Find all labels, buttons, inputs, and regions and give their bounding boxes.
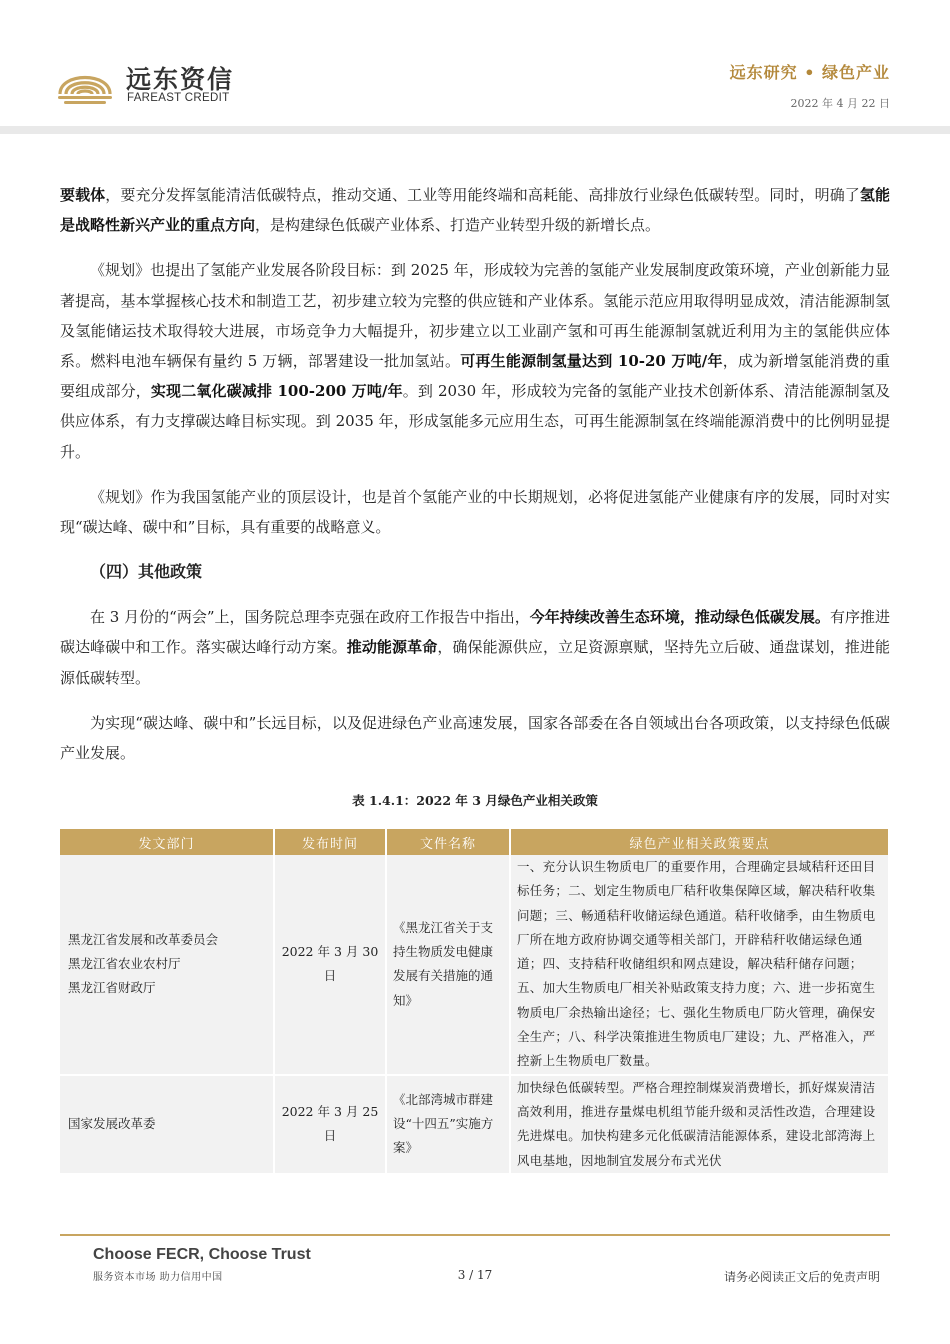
section-title: （四）其他政策 — [90, 562, 203, 582]
column-header: 文件名称 — [386, 829, 510, 855]
text: ，成为新增氢能消费的重要组成部分， — [60, 352, 890, 401]
report-category: 远东研究 • 绿色产业 — [729, 63, 890, 82]
text: 有序推进碳达峰碳中和工作。落实碳达峰行动方案。 — [60, 608, 890, 657]
column-header: 发文部门 — [60, 829, 274, 855]
bold-text: 推动能源革命 — [346, 638, 438, 657]
text: ，要充分发挥氢能清洁低碳特点，推动交通、工业等用能终端和高耗能、高排放行业绿色低碳转型。同时，明确了 — [105, 186, 860, 204]
footer-disclaimer: 请务必阅读正文后的免责声明 — [723, 1270, 880, 1284]
cell-date: 2022 年 3 月 25 日 — [274, 1075, 386, 1174]
fareast-logo-icon — [54, 58, 116, 108]
bold-text: 实现二氧化碳减排 100-200 万吨/年 — [150, 382, 403, 401]
paragraph-2 — [60, 255, 890, 466]
cell-doc: 《北部湾城市群建设“十四五”实施方案》 — [386, 1075, 510, 1174]
text: 。到 2030 年，形成较为完备的氢能产业技术创新体系、清洁能源制氢及供应体系，有力支撑碳达峰目标实现。到 2035 年，形成氢能多元应用生态，可再生能源制氢在终端能源消费中的比例明显提升。 — [60, 382, 890, 461]
logo-text-en: FAREAST CREDIT — [127, 92, 230, 104]
table-row — [60, 1075, 889, 1174]
bold-text: 要载体 — [60, 186, 106, 204]
cell-points: 一、充分认识生物质电厂的重要作用，合理确定县域秸秆还田目标任务；二、划定生物质电厂秸秆收集保障区域，解决秸秆收集问题；三、畅通秸秆收储运绿色通道。秸秆收储季，由生物质电厂所在地方政府协调交通等相关部门，开辟秸秆收储运绿色通道；四、支持秸秆收储组织和网点建设，解决秸秆储存问题；五、加大生物质电厂相关补贴政策支持力度；六、进一步拓宽生物质电厂余热输出途径；七、强化生物质电厂防火管理，确保安全生产；八、科学决策推进生物质电厂建设；九、严格准入，严控新上生物质电厂数量。 — [510, 855, 889, 1075]
footer-slogan: Choose FECR, Choose Trust — [93, 1246, 311, 1263]
report-date: 2022 年 4 月 22 日 — [790, 97, 890, 110]
logo-text-cn: 远东资信 — [126, 65, 235, 94]
header-divider — [0, 126, 950, 134]
bold-text: 氢能是战略性新兴产业的重点方向 — [60, 186, 890, 235]
paragraph-1 — [60, 180, 890, 240]
footer-subslogan: 服务资本市场 助力信用中国 — [93, 1272, 223, 1283]
text: ，确保能源供应，立足资源禀赋，坚持先立后破、通盘谋划，推进能源低碳转型。 — [60, 638, 890, 687]
table-row — [60, 855, 889, 1075]
text: 《规划》也提出了氢能产业发展各阶段目标：到 2025 年，形成较为完善的氢能产业发展制度政策环境，产业创新能力显著提高，基本掌握核心技术和制造工艺，初步建立较为完整的供应链和产业体系。氢能示范应用取得明显成效，清洁能源制氢及氢能储运技术取得较大进展，市场竞争力大幅提升，初步建立以工业副产氢和可再生能源制氢就近利用为主的氢能供应体系。燃料电池车辆保有量约 5 万辆，部署建设一批加氢站。 — [60, 261, 890, 371]
paragraph-5: 为实现“碳达峰、碳中和”长远目标，以及促进绿色产业高速发展，国家各部委在各自领域出台各项政策，以支持绿色低碳产业发展。 — [60, 713, 890, 763]
cell-date: 2022 年 3 月 30 日 — [274, 855, 386, 1075]
cell-points: 加快绿色低碳转型。严格合理控制煤炭消费增长，抓好煤炭清洁高效利用，推进存量煤电机组节能升级和灵活性改造，合理建设先进煤电。加快构建多元化低碳清洁能源体系，建设北部湾海上风电基地，因地制宜发展分布式光伏 — [510, 1075, 889, 1174]
paragraph-3: 《规划》作为我国氢能产业的顶层设计，也是首个氢能产业的中长期规划，必将促进氢能产业健康有序的发展，同时对实现“碳达峰、碳中和”目标，具有重要的战略意义。 — [60, 487, 890, 537]
text: 在 3 月份的“两会”上，国务院总理李克强在政府工作报告中指出， — [90, 608, 530, 627]
bold-text: 今年持续改善生态环境，推动绿色低碳发展。 — [529, 608, 830, 627]
page-header — [0, 0, 950, 135]
cell-dept: 黑龙江省发展和改革委员会 黑龙江省农业农村厅 黑龙江省财政厅 — [60, 855, 274, 1075]
main-content — [60, 180, 890, 768]
footer-divider — [60, 1234, 890, 1236]
table-header-row — [60, 829, 889, 855]
paragraph-4 — [60, 602, 890, 693]
table-caption: 表 1.4.1：2022 年 3 月绿色产业相关政策 — [352, 793, 598, 808]
page-number: 3 / 17 — [457, 1268, 493, 1282]
column-header: 发布时间 — [274, 829, 386, 855]
bold-text: 可再生能源制氢量达到 10-20 万吨/年 — [460, 352, 723, 371]
column-header: 绿色产业相关政策要点 — [510, 829, 889, 855]
policy-table — [60, 829, 890, 1175]
text: ，是构建绿色低碳产业体系、打造产业转型升级的新增长点。 — [255, 216, 661, 235]
cell-doc: 《黑龙江省关于支持生物质发电健康发展有关措施的通知》 — [386, 855, 510, 1075]
cell-dept: 国家发展改革委 — [60, 1075, 274, 1174]
